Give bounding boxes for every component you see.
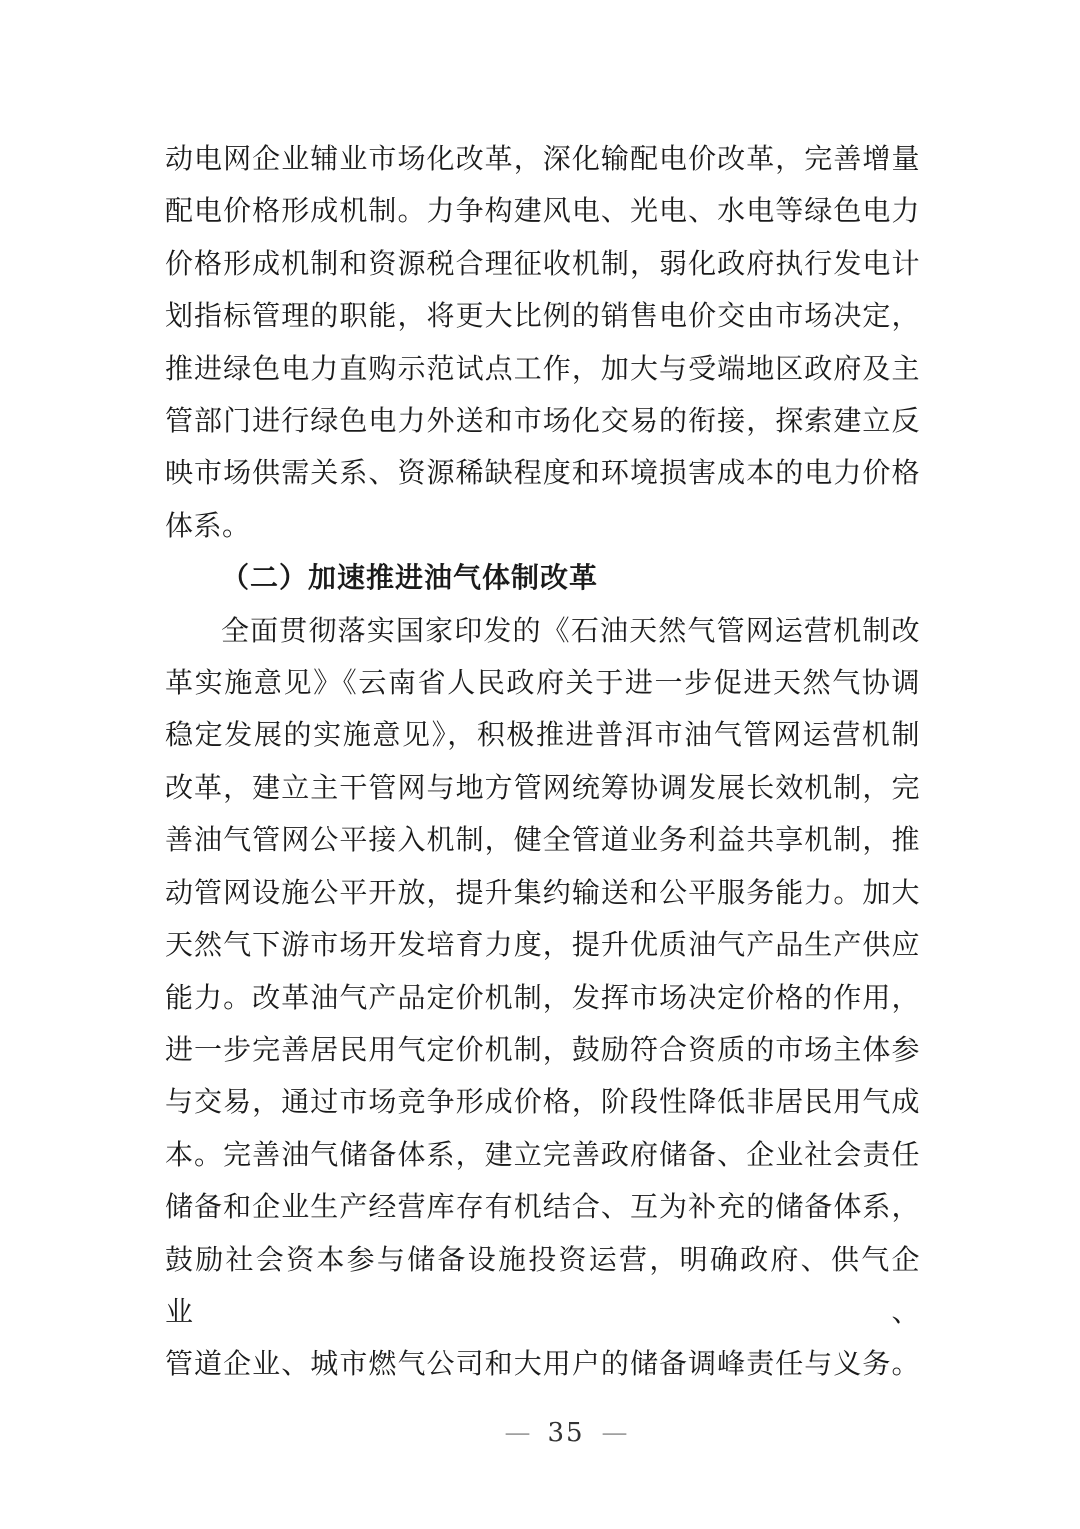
body-line: 革实施意见》《云南省人民政府关于进一步促进天然气协调 (165, 666, 920, 700)
body-line: 与交易，通过市场竞争形成价格，阶段性降低非居民用气成 (165, 1085, 920, 1119)
body-line: 推进绿色电力直购示范试点工作，加大与受端地区政府及主 (165, 351, 920, 385)
body-line: 善油气管网公平接入机制，健全管道业务利益共享机制，推 (165, 823, 920, 857)
body-line: 管部门进行绿色电力外送和市场化交易的衔接，探索建立反 (165, 404, 920, 438)
footer-page-number: 35 (547, 1418, 585, 1448)
page-number (26, 1418, 1080, 1448)
body-line: 稳定发展的实施意见》，积极推进普洱市油气管网运营机制 (165, 718, 920, 752)
body-line: 映市场供需关系、资源稀缺程度和环境损害成本的电力价格 (165, 456, 920, 490)
body-line: 储备和企业生产经营库存有机结合、互为补充的储备体系， (165, 1190, 920, 1224)
body-line: 进一步完善居民用气定价机制，鼓励符合资质的市场主体参 (165, 1032, 920, 1066)
body-line: 价格形成机制和资源税合理征收机制，弱化政府执行发电计 (165, 246, 920, 280)
body-line: 天然气下游市场开发培育力度，提升优质油气产品生产供应 (165, 928, 920, 962)
footer-dash-left: — (504, 1418, 531, 1448)
body-line: 本。完善油气储备体系，建立完善政府储备、企业社会责任 (165, 1137, 920, 1171)
footer-dash-right: — (601, 1418, 628, 1448)
body-line: 划指标管理的职能，将更大比例的销售电价交由市场决定， (165, 299, 920, 333)
body-line: 能力。改革油气产品定价机制，发挥市场决定价格的作用， (165, 980, 920, 1014)
body-line: 配电价格形成机制。力争构建风电、光电、水电等绿色电力 (165, 194, 920, 228)
body-line: 动电网企业辅业市场化改革，深化输配电价改革，完善增量 (165, 142, 920, 175)
document-body (165, 133, 920, 1391)
body-line: 改革，建立主干管网与地方管网统筹协调发展长效机制，完 (165, 770, 920, 804)
section-heading: （二）加速推进油气体制改革 (221, 561, 599, 595)
body-line: 动管网设施公平开放，提升集约输送和公平服务能力。加大 (165, 875, 920, 909)
paragraph-first-line: 全面贯彻落实国家印发的《石油天然气管网运营机制改 (221, 613, 920, 647)
body-line: 鼓励社会资本参与储备设施投资运营，明确政府、供气企业、 (165, 1242, 920, 1328)
paragraph-end-line: 体系。 (165, 508, 251, 542)
paragraph-end-line: 管道企业、城市燃气公司和大用户的储备调峰责任与义务。 (165, 1347, 920, 1381)
